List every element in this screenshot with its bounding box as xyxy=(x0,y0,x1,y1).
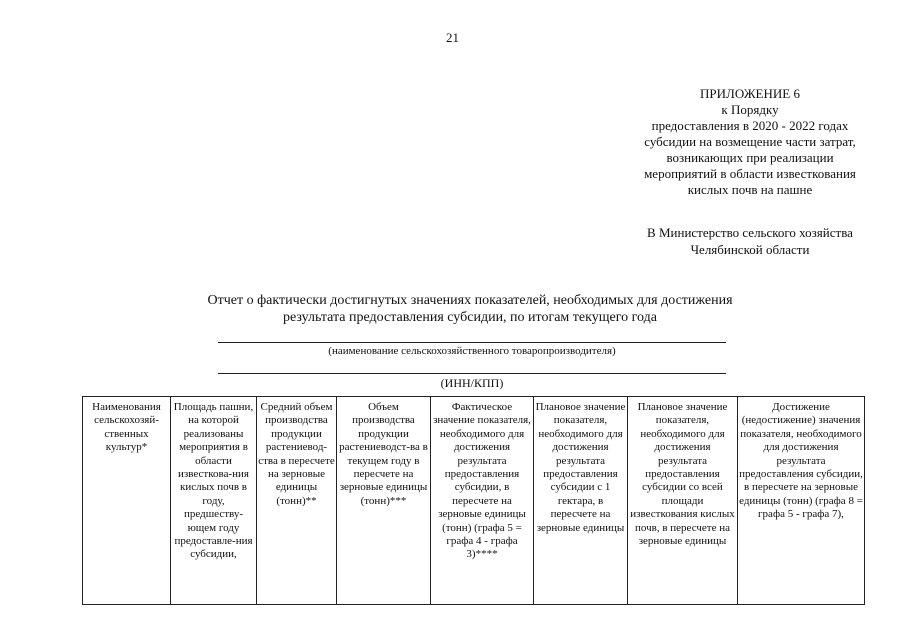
addressee-line: В Министерство сельского хозяйства xyxy=(647,225,853,240)
producer-name-caption: (наименование сельскохозяйственного товаропроизводителя) xyxy=(328,345,616,357)
report-title-line: Отчет о фактически достигнутых значениях показателей, необходимых для достижения xyxy=(207,293,733,308)
header-achievement: Достижение (недостижение) значения показателя, необходимого для достижения результата предоставления субсидии, в пересчете на зерновые единицы (тонн) (графа 8 = графа 5 - графа 7), xyxy=(738,397,865,605)
header-average-volume: Средний объем производства продукции растениевод-ства в пересчете на зерновые единицы (тонн)** xyxy=(257,397,337,605)
appendix-block xyxy=(580,86,905,198)
page-number: 21 xyxy=(446,30,459,45)
appendix-line: возникающих при реализации xyxy=(666,150,834,165)
inn-kpp-line xyxy=(218,373,726,374)
producer-name-line xyxy=(218,342,726,343)
appendix-line: кислых почв на пашне xyxy=(687,182,813,197)
header-planned-per-hectare: Плановое значение показателя, необходимого для достижения результата предоставления субсидии с 1 гектара, в пересчете на зерновые единицы xyxy=(534,397,628,605)
addressee-line: Челябинской области xyxy=(690,242,810,257)
addressee-block xyxy=(580,224,905,258)
header-actual-value: Фактическое значение показателя, необходимого для достижения результата предоставления субсидии, в пересчете на зерновые единицы (тонн) (графа 5 = графа 4 - графа 3)**** xyxy=(431,397,534,605)
appendix-line: ПРИЛОЖЕНИЕ 6 xyxy=(700,86,800,101)
appendix-line: мероприятий в области известкования xyxy=(644,166,856,181)
inn-kpp-caption: (ИНН/КПП) xyxy=(440,376,504,390)
report-title-line: результата предоставления субсидии, по итогам текущего года xyxy=(283,310,657,325)
header-planned-total: Плановое значение показателя, необходимого для достижения результата предоставления субсидии со всей площади известкования кислых почв, в пересчете на зерновые единицы xyxy=(628,397,738,605)
appendix-line: предоставления в 2020 - 2022 годах xyxy=(651,118,849,133)
report-title xyxy=(120,292,820,326)
header-crop-names: Наименования сельскохозяй-ственных культур* xyxy=(83,397,171,605)
table-header-row xyxy=(83,397,865,605)
appendix-line: субсидии на возмещение части затрат, xyxy=(644,134,856,149)
header-limed-area: Площадь пашни, на которой реализованы мероприятия в области известкова-ния кислых почв в году, предшеству-ющем году предоставле-ния субсидии, xyxy=(171,397,257,605)
report-table xyxy=(82,396,865,605)
appendix-line: к Порядку xyxy=(721,102,779,117)
header-current-volume: Объем производства продукции растениеводст-ва в текущем году в пересчете на зерновые единицы (тонн)*** xyxy=(337,397,431,605)
